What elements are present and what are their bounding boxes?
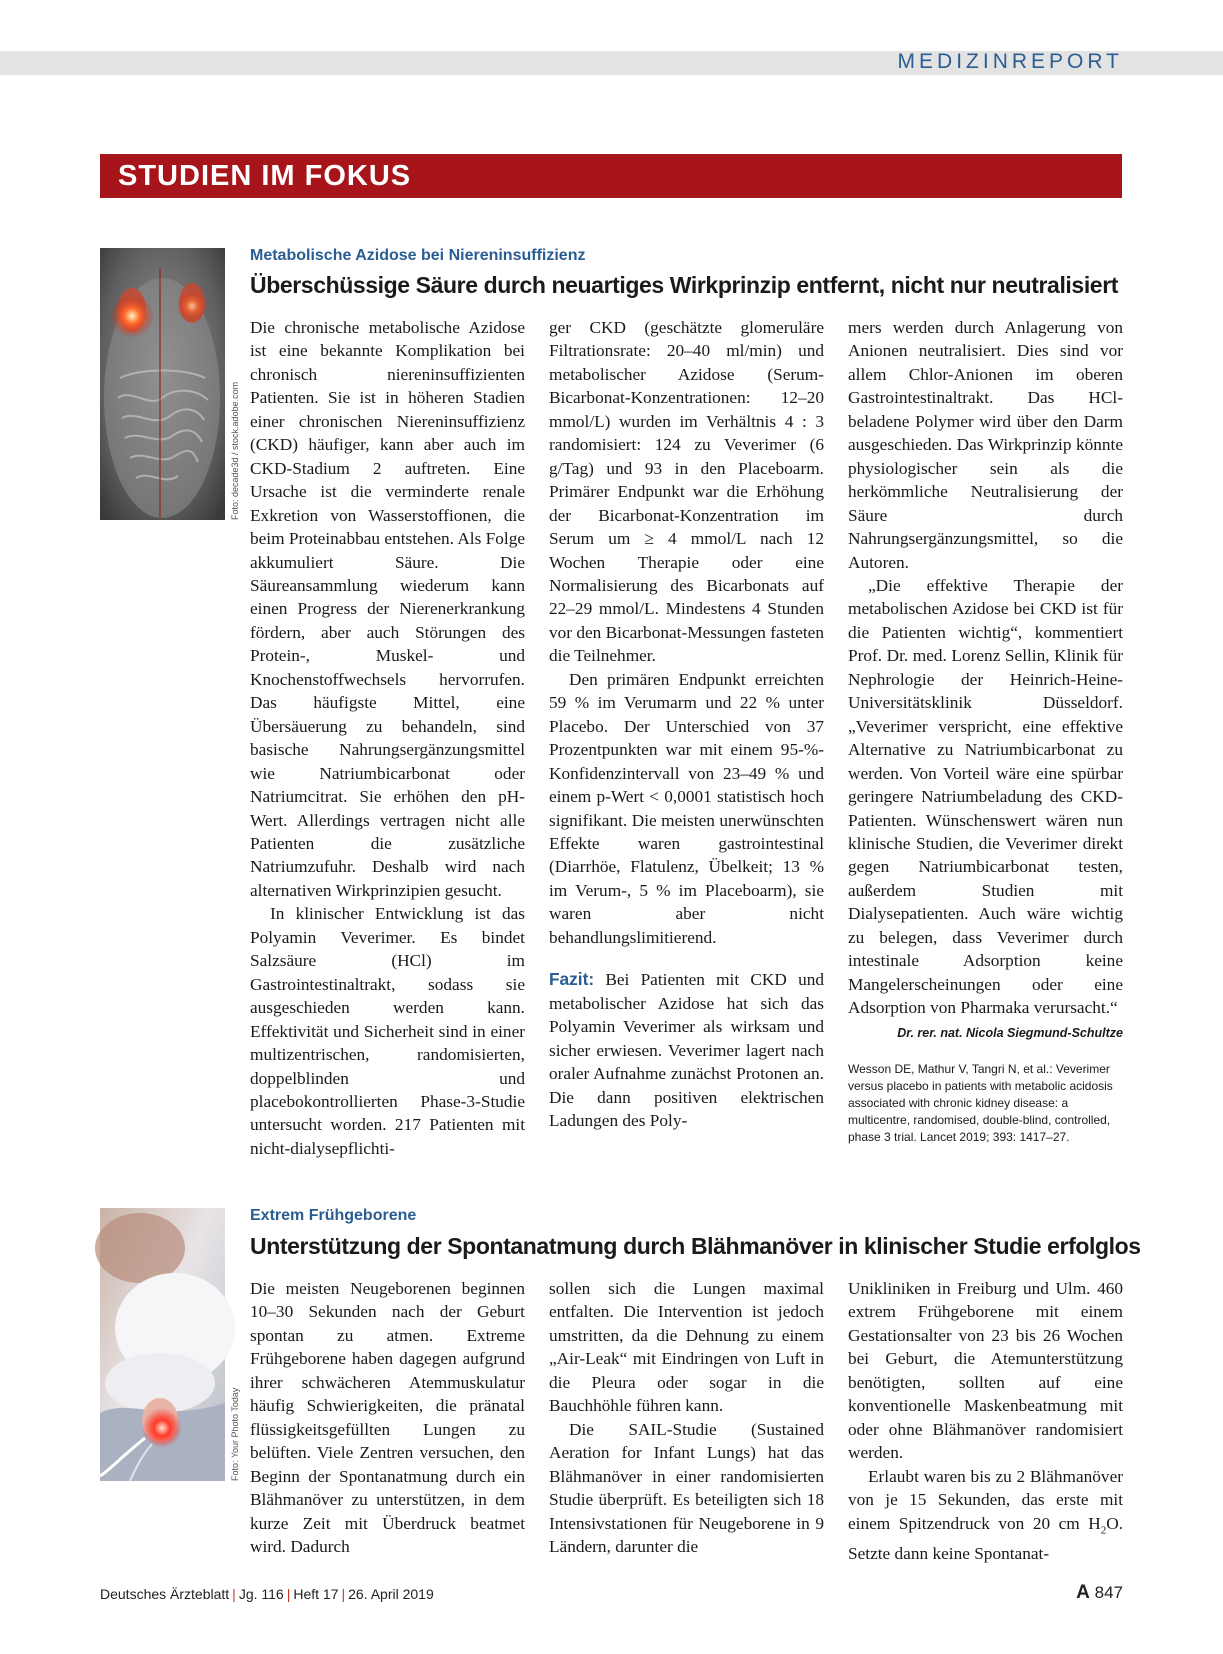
journal-name: Deutsches Ärzteblatt	[100, 1586, 230, 1602]
banner-title: STUDIEN IM FOKUS	[118, 160, 412, 192]
article-headline: Überschüssige Säure durch neuartiges Wirkprinzip entfernt, nicht nur neutralisiert	[250, 272, 1119, 298]
text-run: O. Setzte dann keine Spontanat-	[848, 1513, 1123, 1564]
author-byline: Dr. rer. nat. Nicola Siegmund-Schultze	[897, 1025, 1123, 1040]
article-column-1	[250, 1277, 525, 1562]
infant-photo-graphic	[100, 1208, 225, 1481]
fazit-text: Bei Patienten mit CKD und metabolischer Azidose hat sich das Polyamin Veverimer als wirksam und sicher erwiesen. Veverimer lagert nach oraler Aufnahme zunächst Protonen an. Die dann positiven elektrischen Ladungen des Poly-	[549, 970, 824, 1130]
paragraph: sollen sich die Lungen maximal entfalten. Die Intervention ist jedoch umstritten, da die Dehnung zu einem „Air-Leak“ mit Eindringen von Luft in die Pleura oder sogar in die Bauchhöhle führen kann.	[549, 1279, 824, 1416]
paragraph: „Die effektive Therapie der metabolischen Azidose bei CKD ist für die Patienten wichtig“, kommentiert Prof. Dr. med. Lorenz Sellin, Klinik für Nephrologie der Heinrich-Heine-Universitätsklinik Düsseldorf. „Veverimer verspricht, eine effektive Alternative zu Natriumbicarbonat zu werden. Von Vorteil wäre eine spürbar geringere Natriumbeladung des CKD-Patienten. Wünschenswert wären nun klinische Studien, die Veverimer direkt gegen Natriumbicarbonat testen, außerdem Studien mit Dialysepatienten. Auch wäre wichtig zu belegen, dass Veverimer durch intestinale Adsorption keine Mangelerscheinungen oder eine Adsorption von Pharmaka verursacht.“	[848, 575, 1123, 1018]
article-kicker: Extrem Frühgeborene	[250, 1207, 417, 1224]
paragraph: Die SAIL-Studie (Sustained Aeration for Infant Lungs) hat das Blähmanöver in einer randomisierten Studie überprüft. Es beteiligten sich 18 Intensivstationen für Neugeborene in 9 Ländern, darunter die	[549, 1419, 824, 1556]
photo-credit: Foto: Your Photo Today	[230, 1387, 240, 1481]
fazit-paragraph	[549, 968, 824, 1132]
infant-photo	[100, 1208, 225, 1481]
article-headline: Unterstützung der Spontanatmung durch Blähmanöver in klinischer Studie erfolglos	[250, 1233, 1141, 1259]
banner	[100, 154, 1122, 198]
footer-citation	[100, 1586, 434, 1602]
separator: |	[232, 1586, 236, 1602]
reference: Wesson DE, Mathur V, Tangri N, et al.: Veverimer versus placebo in patients with metabolic acidosis associated with chronic kidney disease: a multicentre, randomised, double-blind, controlled, phase 3 trial. Lancet 2019; 393: 1417–27.	[848, 1062, 1113, 1145]
paragraph: Unikliniken in Freiburg und Ulm. 460 extrem Frühgeborene mit einem Gestationsalter von 23 bis 26 Wochen bei Geburt, die Atemunterstützung benötigten, sollten auf eine konventionelle Maskenbeatmung mit oder ohne Blähmanöver randomisiert werden.	[848, 1279, 1123, 1463]
issue-date: 26. April 2019	[348, 1586, 434, 1602]
paragraph: Die chronische metabolische Azidose ist eine bekannte Komplikation bei chronisch niereninsuffizienten Patienten. Sie ist in höheren Stadien einer chronischen Niereninsuffizienz (CKD) häufiger, kann aber auch im CKD-Stadium 2 auftreten. Eine Ursache ist die verminderte renale Exkretion von Wasserstoffionen, die beim Proteinabbau entstehen. Als Folge akkumuliert Säure. Die Säureansammlung wiederum kann einen Progress der Nierenerkrankung fördern, aber auch Störungen des Protein-, Muskel- und Knochenstoffwechsels hervorrufen. Das häufigste Mittel, eine Übersäuerung zu behandeln, sind basische Nahrungsergänzungsmittel wie Natriumbicarbonat oder Natriumcitrat. Sie erhöhen den pH-Wert. Allerdings vertragen nicht alle Patienten die zusätzliche Natriumzufuhr. Deshalb wird nach alternativen Wirkprinzipien gesucht.	[250, 318, 526, 900]
article-kicker: Metabolische Azidose bei Niereninsuffizienz	[250, 247, 586, 264]
paragraph: Die meisten Neugeborenen beginnen 10–30 Sekunden nach der Geburt spontan zu atmen. Extreme Frühgeborene haben dagegen aufgrund ihrer schwächeren Atemmuskulatur häufig Schwierigkeiten, die pränatal flüssigkeitsgefüllten Lungen zu belüften. Viele Zentren versuchen, den Beginn der Spontanatmung durch ein Blähmanöver zu unterstützen, in dem kurze Zeit mit Überdruck beatmet wird. Dadurch	[250, 1279, 525, 1556]
kidney-illustration-graphic	[100, 248, 225, 520]
volume: Jg. 116	[238, 1586, 284, 1602]
text-run: Erlaubt waren bis zu 2 Blähmanöver von je 15 Sekunden, das erste mit einem Spitzendruck von 20 cm H	[848, 1466, 1123, 1533]
page-number	[1076, 1582, 1123, 1604]
kidney-illustration	[100, 248, 225, 520]
issue: Heft 17	[293, 1586, 339, 1602]
separator: |	[341, 1586, 346, 1602]
article-column-2	[549, 316, 824, 1136]
article-column-3	[848, 1277, 1123, 1562]
page-prefix: A	[1076, 1582, 1090, 1603]
paragraph: mers werden durch Anlagerung von Anionen neutralisiert. Dies sind vor allem Chlor-Anionen im oberen Gastrointestinaltrakt. Das HCl-beladene Polymer wird über den Darm ausgeschieden. Das Wirkprinzip könnte physiologischer sein als die herkömmliche Neutralisierung der Säure durch Nahrungsergänzungsmittel, so die Autoren.	[848, 318, 1123, 572]
section-label: MEDIZINREPORT	[897, 50, 1123, 73]
article-column-1	[250, 316, 526, 1158]
subscript: 2	[1100, 1523, 1107, 1536]
paragraph: In klinischer Entwicklung ist das Polyamin Veverimer. Es bindet Salzsäure (HCl) im Gastrointestinaltrakt, sodass sie ausgeschieden werden kann. Effektivität und Sicherheit sind in einer multizentrischen, randomisierten, doppelblinden und placebokontrollierten Phase-3-Studie untersucht worden. 217 Patienten mit nicht-dialysepflichti-	[250, 904, 525, 1158]
paragraph	[848, 1465, 1123, 1566]
paragraph: ger CKD (geschätzte glomeruläre Filtrationsrate: 20–40 ml/min) und metabolischer Azidose (Serum-Bicarbonat-Konzentrationen: 12–20 mmol/L) wurden im Verhältnis 4 : 3 randomisiert: 124 zu Veverimer (6 g/Tag) und 93 in den Placeboarm. Primärer Endpunkt war die Erhöhung der Bicarbonat-Konzentration im Serum um ≥ 4 mmol/L nach 12 Wochen Therapie oder eine Normalisierung des Bicarbonats auf 22–29 mmol/L. Mindestens 4 Stunden vor den Bicarbonat-Messungen fasteten die Teilnehmer.	[549, 318, 824, 666]
page-number-value: 847	[1094, 1583, 1123, 1602]
article-column-3	[848, 316, 1123, 1146]
paragraph: Den primären Endpunkt erreichten 59 % im Verumarm und 22 % unter Placebo. Der Unterschied von 37 Prozentpunkten war mit einem 95-%-Konfidenzintervall von 23–49 % und einem p-Wert < 0,0001 statistisch hoch signifikant. Die meisten unerwünschten Effekte waren gastrointestinal (Diarrhöe, Flatulenz, Übelkeit; 13 % im Verum-, 5 % im Placeboarm), sie waren aber nicht behandlungslimitierend.	[549, 669, 824, 947]
fazit-label: Fazit:	[549, 969, 595, 990]
separator: |	[286, 1586, 291, 1602]
article-column-2	[549, 1277, 824, 1562]
photo-credit: Foto: decade3d / stock.adobe.com	[230, 381, 240, 520]
